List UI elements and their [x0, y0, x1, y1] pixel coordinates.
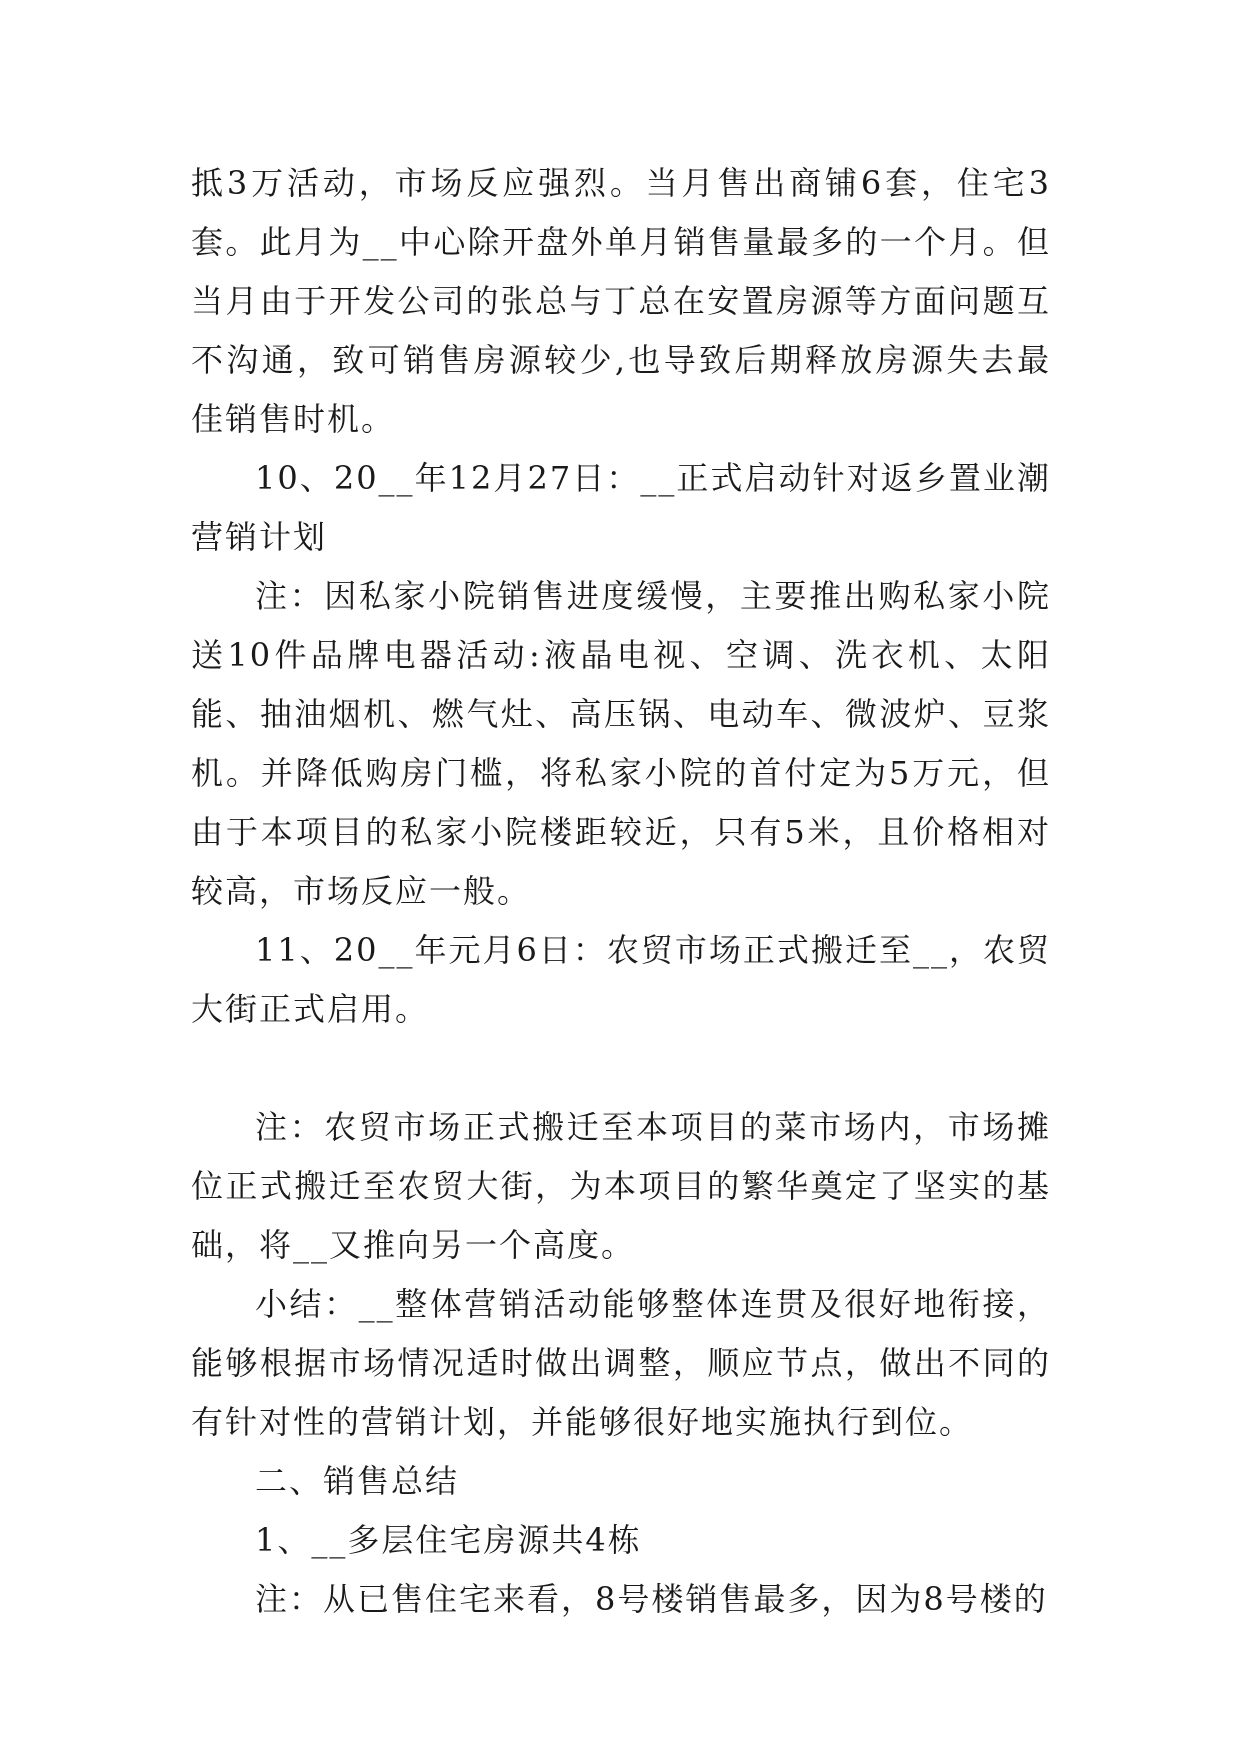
document-page	[191, 154, 1051, 1629]
paragraph-item-1: 1、__多层住宅房源共4栋	[255, 1521, 642, 1559]
paragraph-item-10: 10、20__年12月27日：__正式启动针对返乡置业潮营销计划	[191, 459, 1051, 556]
paragraph-summary: 小结：__整体营销活动能够整体连贯及很好地衔接，能够根据市场情况适时做出调整，顺应节点，做出不同的有针对性的营销计划，并能够很好地实施执行到位。	[191, 1285, 1051, 1441]
paragraph-item-11: 11、20__年元月6日：农贸市场正式搬迁至__，农贸大街正式启用。	[191, 931, 1051, 1028]
paragraph-note-1: 注：从已售住宅来看，8号楼销售最多，因为8号楼的	[255, 1580, 1048, 1618]
section-heading-sales-summary: 二、销售总结	[255, 1462, 460, 1500]
blank-line	[191, 1039, 1051, 1098]
paragraph-note-11: 注：农贸市场正式搬迁至本项目的菜市场内，市场摊位正式搬迁至农贸大街，为本项目的繁华奠定了坚实的基础，将__又推向另一个高度。	[191, 1108, 1051, 1264]
paragraph-note-10: 注：因私家小院销售进度缓慢，主要推出购私家小院送10件品牌电器活动:液晶电视、空调、洗衣机、太阳能、抽油烟机、燃气灶、高压锅、电动车、微波炉、豆浆机。并降低购房门槛，将私家小院的首付定为5万元，但由于本项目的私家小院楼距较近，只有5米，且价格相对较高，市场反应一般。	[191, 577, 1051, 910]
paragraph-continuation: 抵3万活动，市场反应强烈。当月售出商铺6套，住宅3套。此月为__中心除开盘外单月销售量最多的一个月。但当月由于开发公司的张总与丁总在安置房源等方面问题互不沟通，致可销售房源较少,也导致后期释放房源失去最佳销售时机。	[191, 164, 1051, 438]
